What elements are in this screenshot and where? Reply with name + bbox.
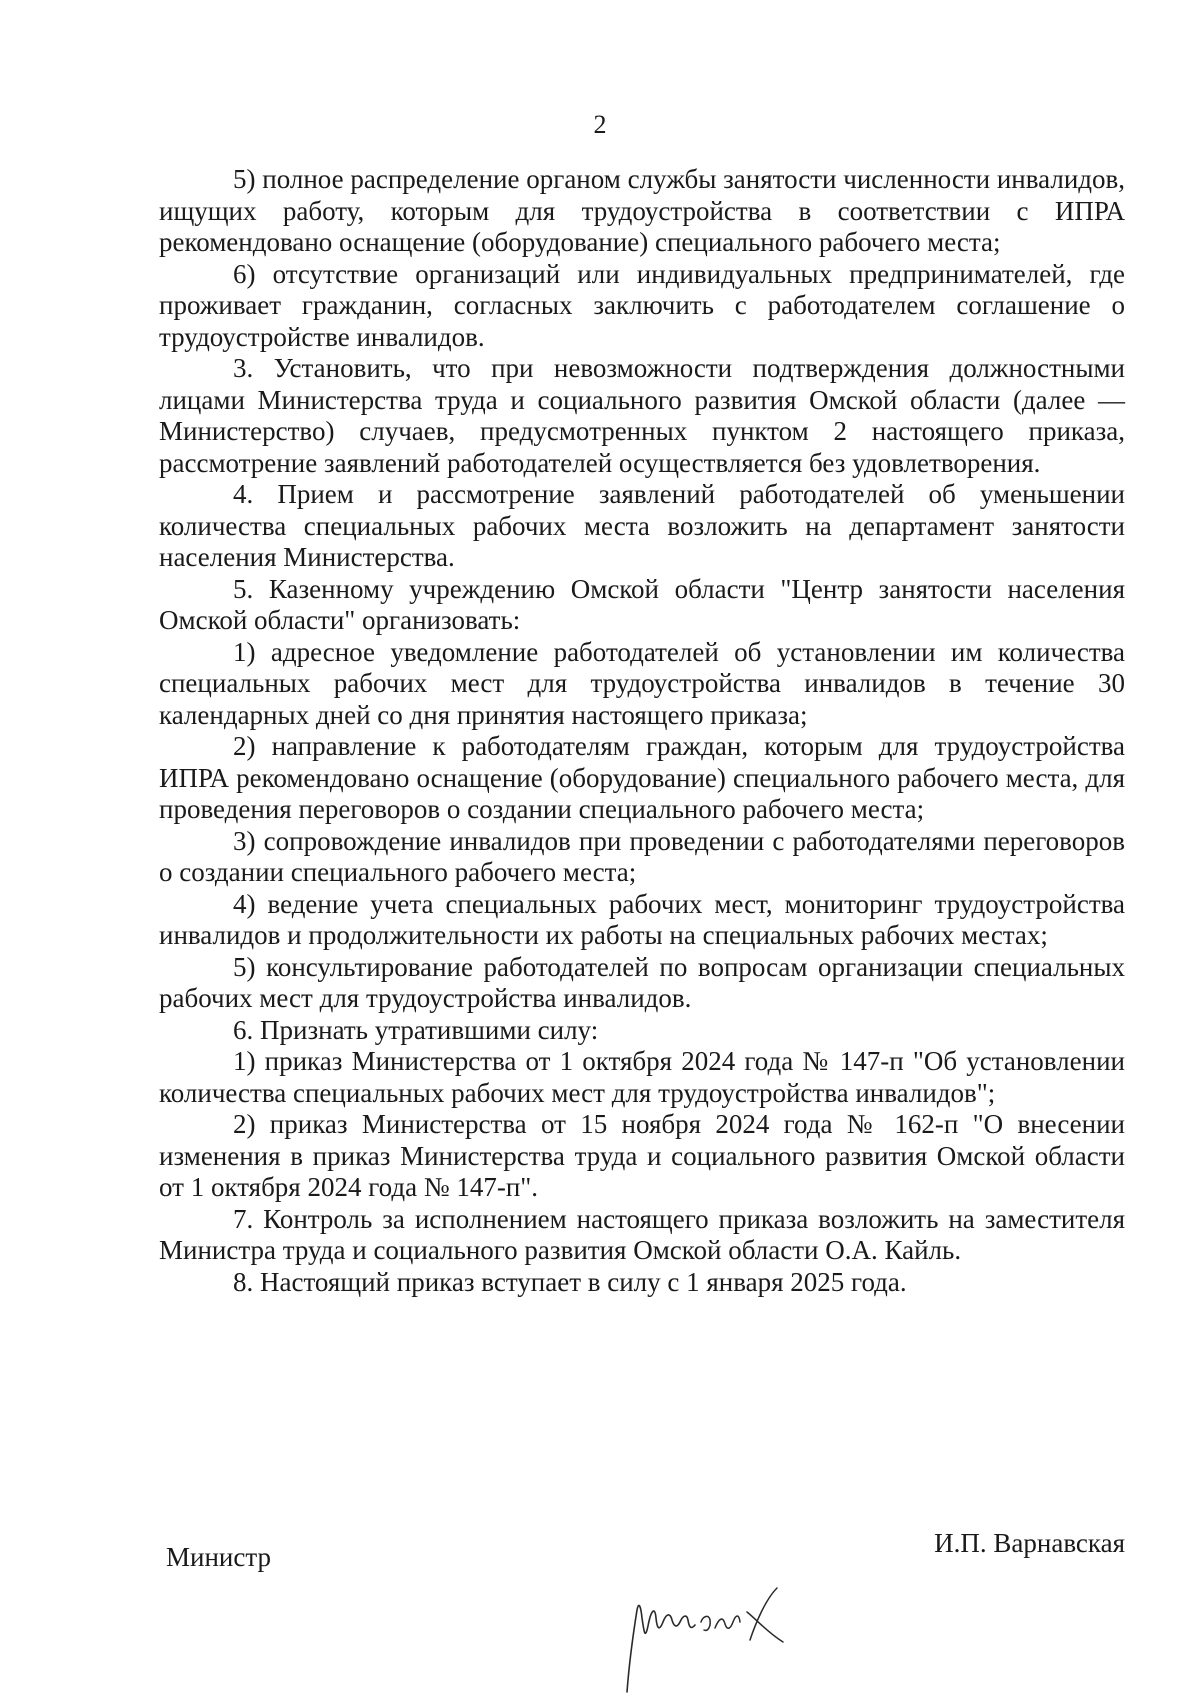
repeal-item-2: 2) приказ Министерства от 15 ноября 2024 года № 162-п "О внесении изменения в приказ Министерства труда и социального развития Омской области от 1 октября 2024 года № 147-п".: [159, 1109, 1125, 1202]
paragraph-5-full-distribution: 5) полное распределение органом службы занятости численности инвалидов, ищущих работу, которым для трудоустройства в соответствии с ИПРА рекомендовано оснащение (оборудование) специального рабочего места;: [159, 164, 1125, 257]
paragraph-6-repeal: 6. Признать утратившими силу:: [233, 1014, 599, 1045]
subitem-3-support: 3) сопровождение инвалидов при проведении с работодателями переговоров о создании специального рабочего места;: [159, 825, 1125, 887]
subitem-2-referral: 2) направление к работодателям граждан, которым для трудоустройства ИПРА рекомендовано оснащение (оборудование) специального рабочего места, для проведения переговоров о создании специального рабочего места;: [159, 731, 1125, 824]
subitem-5-consulting: 5) консультирование работодателей по вопросам организации специальных рабочих мест для трудоустройства инвалидов.: [159, 951, 1125, 1013]
handwritten-signature: [615, 1570, 815, 1700]
subitem-1-notification: 1) адресное уведомление работодателей об установлении им количества специальных рабочих мест для трудоустройства инвалидов в течение 30 календарных дней со дня принятия настоящего приказа;: [159, 636, 1125, 730]
signatory-title: Министр: [166, 1542, 271, 1572]
paragraph-4-reception: 4. Прием и рассмотрение заявлений работодателей об уменьшении количества специальных рабочих места возложить на департамент занятости населения Министерства.: [159, 479, 1125, 572]
paragraph-8-effective-date: 8. Настоящий приказ вступает в силу с 1 января 2025 года.: [233, 1266, 907, 1297]
repeal-item-1: 1) приказ Министерства от 1 октября 2024 года № 147-п "Об установлении количества специальных рабочих мест для трудоустройства инвалидов";: [159, 1046, 1125, 1108]
subitem-4-accounting: 4) ведение учета специальных рабочих мест, мониторинг трудоустройства инвалидов и продолжительности их работы на специальных рабочих местах;: [159, 888, 1125, 950]
paragraph-7-control: 7. Контроль за исполнением настоящего приказа возложить на заместителя Министра труда и социального развития Омской области О.А. Кайль.: [159, 1203, 1125, 1265]
paragraph-5-employment-center: 5. Казенному учреждению Омской области "Центр занятости населения Омской области" организовать:: [159, 573, 1125, 635]
paragraph-6-no-organizations: 6) отсутствие организаций или индивидуальных предпринимателей, где проживает гражданин, согласных заключить с работодателем соглашение о трудоустройстве инвалидов.: [159, 258, 1125, 352]
document-body: [159, 164, 1125, 1298]
signatory-name: И.П. Варнавская: [934, 1528, 1125, 1558]
page-number: 2: [593, 110, 607, 139]
paragraph-3-establish: 3. Установить, что при невозможности подтверждения должностными лицами Министерства труда и социального развития Омской области (далее — Министерство) случаев, предусмотренных пунктом 2 настоящего приказа, рассмотрение заявлений работодателей осуществляется без удовлетворения.: [159, 353, 1125, 478]
